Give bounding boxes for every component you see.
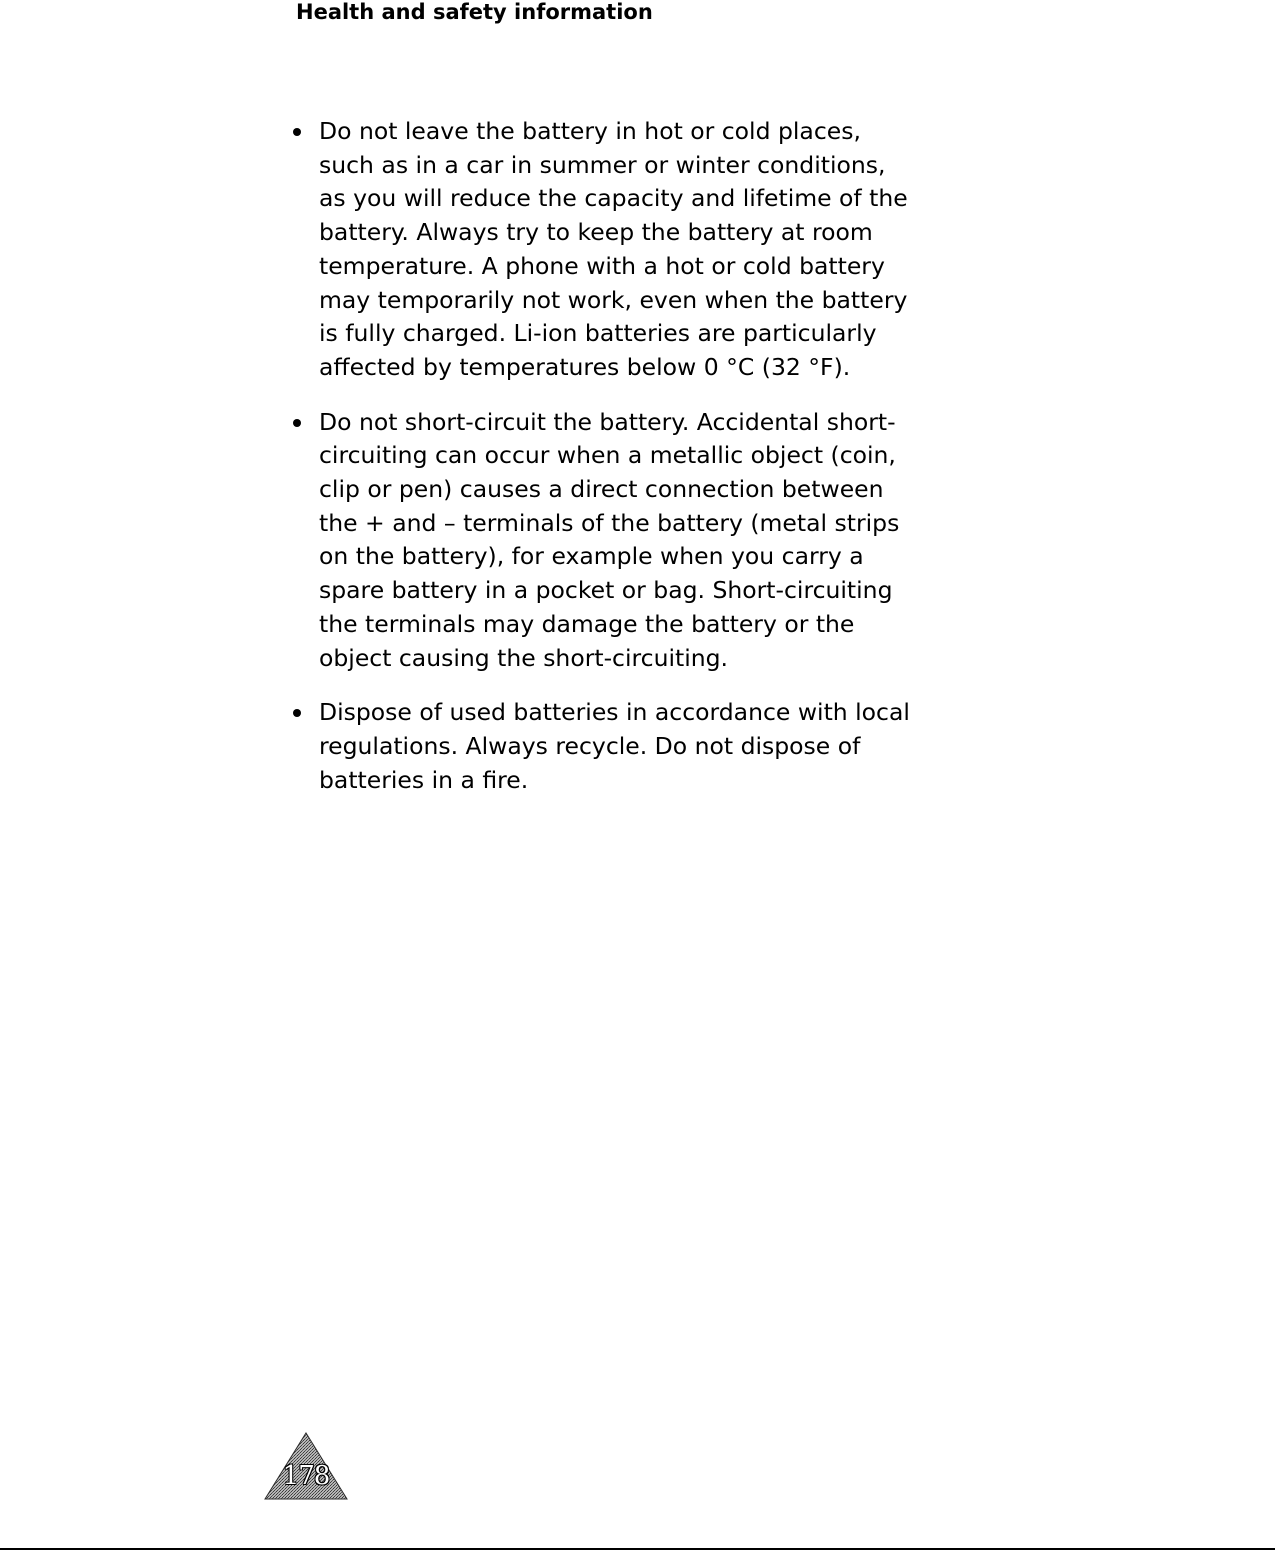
bullet-icon xyxy=(293,709,301,717)
text-line: the + and – terminals of the battery (metal strips xyxy=(319,508,900,537)
text-line: regulations. Always recycle. Do not dispose of xyxy=(319,731,861,760)
text-line: as you will reduce the capacity and lifetime of the xyxy=(319,184,908,213)
text-line: Do not short-circuit the battery. Accidental short- xyxy=(319,407,896,436)
text-line: Do not leave the battery in hot or cold places, xyxy=(319,117,861,145)
text-line: Dispose of used batteries in accordance with local xyxy=(319,698,910,727)
running-header: Health and safety information xyxy=(296,0,653,24)
text-line: the terminals may damage the battery or the xyxy=(319,609,855,638)
text-line: batteries in a fire. xyxy=(319,765,529,794)
text-line: temperature. A phone with a hot or cold battery xyxy=(319,251,885,280)
text-line: clip or pen) causes a direct connection between xyxy=(319,475,884,504)
text-line: on the battery), for example when you carry a xyxy=(319,542,864,571)
text-line: such as in a car in summer or winter conditions, xyxy=(319,150,886,179)
text-line: object causing the short-circuiting. xyxy=(319,643,729,672)
text-line: may temporarily not work, even when the battery xyxy=(319,285,908,314)
text-line: is fully charged. Li-ion batteries are particularly xyxy=(319,319,877,348)
page-number-badge xyxy=(264,1431,348,1501)
page-number: 178 xyxy=(282,1461,330,1491)
list-item xyxy=(288,696,988,797)
bullet-icon xyxy=(293,128,301,136)
page-bottom-rule xyxy=(0,1548,1275,1550)
text-line: battery. Always try to keep the battery at room xyxy=(319,218,873,247)
bullet-icon xyxy=(293,419,301,427)
text-line: circuiting can occur when a metallic object (coin, xyxy=(319,441,896,470)
text-line: affected by temperatures below 0 °C (32 °F). xyxy=(319,352,851,381)
list-item xyxy=(288,406,988,676)
text-line: spare battery in a pocket or bag. Short-circuiting xyxy=(319,576,893,605)
list-item xyxy=(288,115,988,385)
battery-safety-list xyxy=(288,115,988,818)
